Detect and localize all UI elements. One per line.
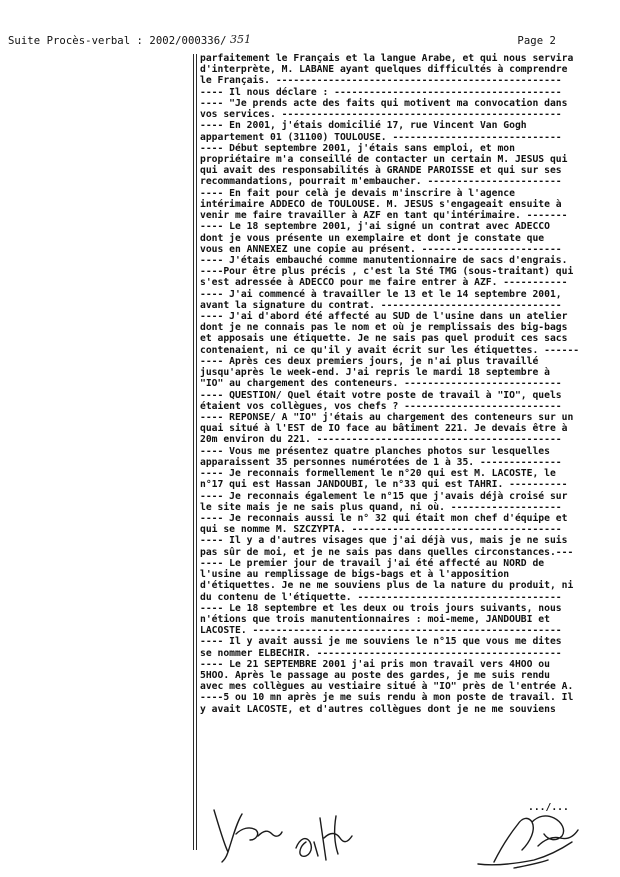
text-line: parfaitement le Français et la langue Arabe, et qui nous servira: [200, 53, 574, 64]
text-line: y avait LACOSTE, et d'autres collègues dont je ne me souviens: [200, 703, 556, 715]
text-line: vos services. ------------------------------------------------: [200, 109, 562, 121]
text-line: qui se nomme M. SZCZYPTA. ------------------------------------: [200, 524, 562, 536]
text-line: ---- J'étais embauché comme manutentionnaire de sacs d'engrais.: [200, 254, 568, 266]
signature-left-image: [206, 800, 284, 864]
text-line: avec mes collègues au vestiaire situé à "IO" près de l'entrée A.: [200, 681, 574, 693]
text-line: d'interprète, M. LABANE ayant quelques difficultés à comprendre: [200, 64, 568, 76]
text-line: ----5 ou 10 mn après je me suis rendu à mon poste de travail. Il: [200, 692, 574, 704]
text-line: appartement 01 (31100) TOULOUSE. -----------------------------: [200, 131, 562, 143]
handwritten-page-mark: 351: [230, 33, 252, 46]
text-line: ---- Je reconnais également le n°15 que j'avais déjà croisé sur: [200, 490, 568, 502]
text-line: le site mais je ne sais plus quand, ni où. -------------------: [200, 501, 562, 513]
text-line: ---- Le premier jour de travail j'ai été affecté au NORD de: [200, 557, 545, 569]
text-line: ---- QUESTION/ Quel était votre poste de travail à "IO", quels: [200, 389, 562, 401]
text-line: ---- REPONSE/ A "IO" j'étais au chargement des conteneurs sur un: [200, 412, 574, 423]
text-line: contenaient, ni ce qu'il y avait écrit sur les étiquettes. ------: [200, 344, 580, 356]
text-line: ---- Vous me présentez quatre planches photos sur lesquelles: [200, 445, 550, 457]
text-line: LACOSTE. -----------------------------------------------------: [200, 625, 562, 637]
text-line: intérimaire ADDECO de TOULOUSE. M. JESUS s'engageait ensuite à: [200, 198, 562, 210]
text-line: du contenu de l'étiquette. -----------------------------------: [200, 591, 562, 603]
text-line: ---- En fait pour celà je devais m'inscrire à l'agence: [200, 187, 515, 199]
text-line: "IO" au chargement des conteneurs. ---------------------------: [200, 378, 562, 390]
text-line: ---- Je reconnais aussi le n° 32 qui était mon chef d'équipe et: [200, 512, 568, 524]
continuation-mark: .../...: [528, 802, 569, 813]
margin-rule: [193, 54, 194, 850]
text-line: 5HOO. Après le passage au poste des gardes, je me suis rendu: [200, 670, 550, 682]
text-line: apparaissent 35 personnes numérotées de 1 à 35. --------------: [200, 456, 562, 468]
text-line: n°17 qui est Hassan JANDOUBI, le n°33 qui est TAHRI. ----------: [200, 479, 568, 491]
signature-middle-image: [290, 808, 356, 866]
text-line: l'usine au remplissage de bigs-bags et à l'apposition: [200, 569, 510, 581]
text-line: ---- J'ai d'abord été affecté au SUD de l'usine dans un atelier: [200, 311, 568, 323]
text-line: jusqu'après le week-end. J'ai repris le mardi 18 septembre à: [200, 367, 550, 379]
text-line: ---- Il y avait aussi je me souviens le n°15 que vous me dites: [200, 636, 562, 648]
text-line: s'est adressée à ADECCO pour me faire entrer à AZF. -----------: [200, 277, 568, 289]
text-line: ---- Début septembre 2001, j'étais sans emploi, et mon: [200, 142, 515, 154]
text-line: n'étions que trois manutentionnaires : moi-meme, JANDOUBI et: [200, 613, 550, 625]
text-line: pas sûr de moi, et je ne sais pas dans quelles circonstances.---: [200, 546, 574, 558]
page-header: [8, 34, 608, 50]
margin-rule: [196, 54, 197, 850]
text-line: ---- Je reconnais formellement le n°20 qui est M. LACOSTE, le: [200, 468, 556, 480]
text-line: qui avait des responsabilités à GRANDE PAROISSE et qui sur ses: [200, 165, 562, 177]
text-line: ---- J'ai commencé à travailler le 13 et le 14 septembre 2001,: [200, 288, 562, 300]
text-line: 20m environ du 221. ------------------------------------------: [200, 434, 562, 446]
text-line: propriétaire m'a conseillé de contacter un certain M. JESUS qui: [200, 153, 568, 165]
text-line: dont je vous présente un exemplaire et dont je constate que: [200, 232, 545, 244]
text-line: ---- Le 21 SEPTEMBRE 2001 j'ai pris mon travail vers 4HOO ou: [200, 658, 550, 670]
statement-body: [200, 53, 618, 823]
text-line: se nommer ELBECHIR. ------------------------------------------: [200, 647, 562, 659]
text-line: ---- Il nous déclare : ---------------------------------------: [200, 86, 562, 98]
text-line: ---- Après ces deux premiers jours, je n'ai plus travaillé: [200, 355, 539, 367]
header-page-number: Page 2: [517, 35, 556, 47]
text-line: dont je ne connais pas le nom et où je remplissais des big-bags: [200, 322, 568, 334]
signature-right-image: [474, 806, 582, 872]
text-line: ---- En 2001, j'étais domicilié 17, rue Vincent Van Gogh: [200, 120, 527, 132]
text-line: venir me faire travailler à AZF en tant qu'intérimaire. -------: [200, 210, 568, 222]
header-reference: Suite Procès-verbal : 2002/000336/: [8, 35, 227, 47]
text-line: ---- Le 18 septembre et les deux ou trois jours suivants, nous: [200, 602, 562, 614]
text-line: vous en ANNEXEZ une copie au présent. ------------------------: [200, 243, 562, 255]
text-line: étaient vos collègues, vos chefs ? ---------------------------: [200, 400, 562, 412]
text-line: d'étiquettes. Je ne me souviens plus de la nature du produit, ni: [200, 580, 574, 592]
text-line: recommandations, pourrait m'embaucher. -----------------------: [200, 176, 562, 188]
text-line: ---- "Je prends acte des faits qui motivent ma convocation dans: [200, 97, 568, 109]
text-line: et apposais une étiquette. Je ne sais pas quel produit ces sacs: [200, 333, 568, 345]
text-line: avant la signature du contrat. -------------------------------: [200, 299, 562, 311]
text-line: ---- Il y a d'autres visages que j'ai déjà vus, mais je ne suis: [200, 535, 568, 547]
text-line: ---- Le 18 septembre 2001, j'ai signé un contrat avec ADECCO: [200, 221, 550, 233]
text-line: ----Pour être plus précis , c'est la Sté TMG (sous-traitant) qui: [200, 266, 574, 278]
text-line: le Français. -------------------------------------------------: [200, 75, 562, 87]
text-line: quai situé à l'EST de IO face au bâtiment 221. Je devais être à: [200, 423, 568, 435]
